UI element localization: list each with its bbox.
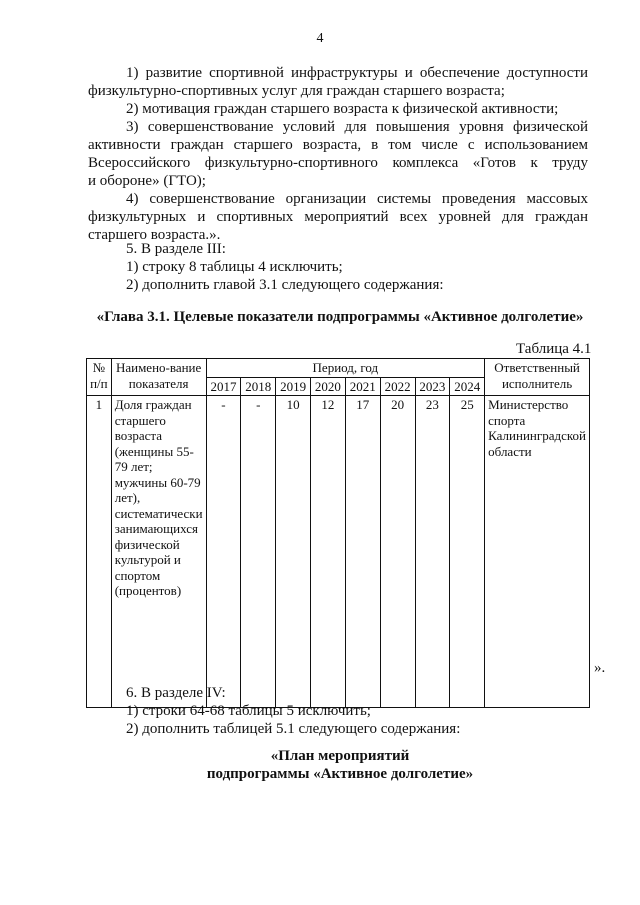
plan-title-line1: «План мероприятий — [270, 748, 410, 764]
paragraph-line: 4) совершенствование организации системы проведения массовых — [126, 191, 588, 207]
header-year: 2018 — [241, 377, 276, 396]
paragraph-section-3: 5. В разделе III: — [126, 241, 226, 257]
table-row — [87, 396, 590, 708]
page-number: 4 — [316, 31, 324, 46]
header-year: 2020 — [311, 377, 346, 396]
plan-title-line2: подпрограммы «Активное долголетие» — [206, 766, 474, 782]
header-name: Наимено-вание показателя — [111, 359, 206, 396]
header-year: 2017 — [206, 377, 241, 396]
cell-value: - — [241, 396, 276, 708]
chapter-title: «Глава 3.1. Целевые показатели подпрограммы «Активное долголетие» — [96, 309, 584, 325]
paragraph-remove-row: 1) строку 8 таблицы 4 исключить; — [126, 259, 343, 275]
cell-value: 17 — [345, 396, 380, 708]
header-year: 2023 — [415, 377, 450, 396]
cell-value: 25 — [450, 396, 485, 708]
paragraph-remove-rows: 1) строки 64-68 таблицы 5 исключить; — [126, 703, 371, 719]
cell-value: 23 — [415, 396, 450, 708]
header-year: 2019 — [276, 377, 311, 396]
header-period: Период, год — [206, 359, 485, 378]
header-year: 2021 — [345, 377, 380, 396]
cell-indicator-name: Доля граждан старшего возраста (женщины 55-79 лет; мужчины 60-79 лет), систематически занимающихся физической культурой и спортом (процентов) — [111, 396, 206, 708]
indicators-table — [86, 358, 590, 708]
paragraph-line: старшего возраста.». — [88, 227, 221, 243]
paragraph-events — [88, 190, 588, 244]
paragraph-line: 1) развитие спортивной инфраструктуры и обеспечение доступности — [126, 65, 588, 81]
paragraph-line: и обороне» (ГТО); — [88, 173, 206, 189]
paragraph-add-table: 2) дополнить таблицей 5.1 следующего содержания: — [126, 721, 461, 737]
closing-quote: ». — [594, 660, 606, 676]
cell-value: 20 — [380, 396, 415, 708]
paragraph-line: физкультурно-спортивных услуг для граждан старшего возраста; — [88, 83, 505, 99]
paragraph-line: 3) совершенствование условий для повышения уровня физической — [126, 119, 588, 135]
cell-responsible: Министерство спорта Калининградской области — [485, 396, 590, 708]
paragraph-infrastructure — [88, 64, 588, 100]
table-header-row — [87, 359, 590, 378]
cell-value: 10 — [276, 396, 311, 708]
header-responsible: Ответственный исполнитель — [485, 359, 590, 396]
paragraph-line: Всероссийского физкультурно-спортивного комплекса «Готов к труду — [88, 155, 588, 171]
header-no: № п/п — [87, 359, 112, 396]
header-year: 2022 — [380, 377, 415, 396]
table-caption: Таблица 4.1 — [516, 341, 592, 357]
paragraph-line: активности граждан старшего возраста, в том числе с использованием — [88, 137, 588, 153]
paragraph-add-chapter: 2) дополнить главой 3.1 следующего содержания: — [126, 277, 444, 293]
header-year: 2024 — [450, 377, 485, 396]
cell-no: 1 — [87, 396, 112, 708]
cell-value: - — [206, 396, 241, 708]
paragraph-section-4: 6. В разделе IV: — [126, 685, 226, 701]
paragraph-conditions — [88, 118, 588, 190]
cell-value: 12 — [311, 396, 346, 708]
paragraph-line: физкультурных и спортивных мероприятий всех уровней для граждан — [88, 209, 588, 225]
paragraph-motivation: 2) мотивация граждан старшего возраста к физической активности; — [126, 101, 559, 117]
